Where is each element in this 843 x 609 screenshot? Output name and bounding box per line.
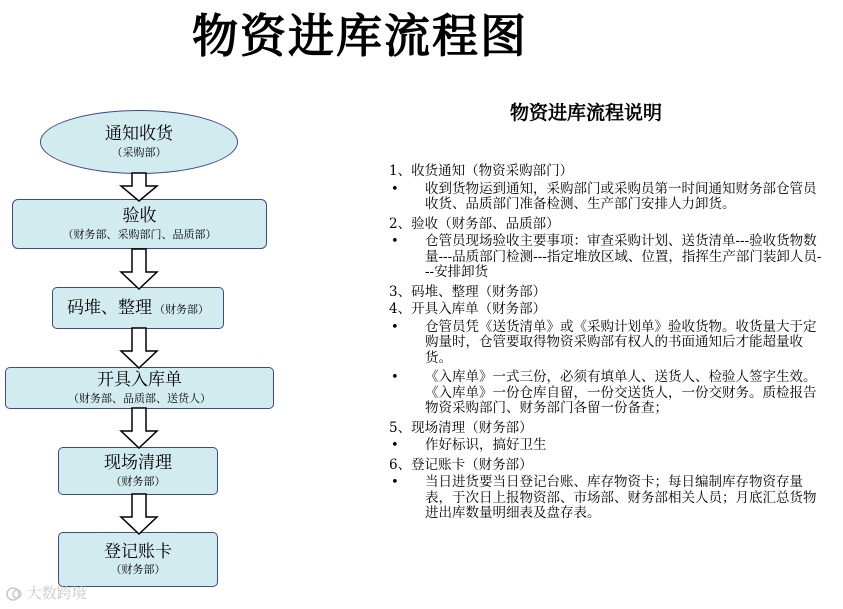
bullet-item bbox=[385, 182, 825, 213]
flow-node-label: 登记账卡 bbox=[104, 541, 172, 562]
section-heading: 5、现场清理（财务部） bbox=[389, 419, 533, 436]
explanation-section bbox=[385, 164, 825, 213]
watermark-text: 大数跨境 bbox=[26, 584, 87, 602]
flow-arrow-5 bbox=[118, 493, 160, 535]
bullet-text: 仓管员凭《送货清单》或《采购计划单》验收货物。收货量大于定购量时，仓管要取得物资采购部有权人的书面通知后才能超量收货。 bbox=[425, 318, 817, 366]
section-heading: 6、登记账卡（财务部） bbox=[389, 456, 533, 473]
flow-node-label: 现场清理 bbox=[104, 453, 172, 474]
flow-node-cleanup bbox=[58, 447, 218, 495]
flow-node-dept: （财务部、采购部门、品质部） bbox=[62, 227, 217, 241]
bullet-dot-icon: • bbox=[391, 319, 399, 335]
flow-node-label: 开具入库单 bbox=[97, 370, 182, 391]
watermark bbox=[6, 582, 87, 603]
bullet-text: 收到货物运到通知，采购部门或采购员第一时间通知财务部仓管员收货、品质部门准备检测、生产部门安排人力卸货。 bbox=[425, 180, 817, 212]
explanation-section bbox=[385, 421, 825, 454]
bullet-item bbox=[385, 370, 825, 417]
page-title: 物资进库流程图 bbox=[192, 9, 528, 63]
flow-arrow-4 bbox=[118, 407, 160, 449]
explanation-notes bbox=[385, 164, 825, 526]
flow-node-label: 验收 bbox=[122, 206, 157, 227]
flow-arrow-2 bbox=[118, 248, 160, 290]
bullet-item bbox=[385, 234, 825, 281]
flow-node-inspect bbox=[12, 199, 267, 249]
flow-node-receipt bbox=[5, 367, 274, 409]
flow-node-label: 通知收货 bbox=[105, 124, 173, 145]
explanation-title: 物资进库流程说明 bbox=[510, 102, 663, 124]
explanation-section bbox=[385, 458, 825, 522]
bullet-dot-icon: • bbox=[391, 475, 399, 490]
section-heading: 2、验收（财务部、品质部） bbox=[389, 215, 560, 232]
bullet-text: 作好标识，搞好卫生 bbox=[425, 437, 547, 453]
flow-arrow-1 bbox=[118, 172, 160, 202]
flow-arrow-3 bbox=[118, 327, 160, 369]
bullet-item bbox=[385, 438, 825, 454]
watermark-logo-icon bbox=[6, 587, 22, 601]
bullet-dot-icon: • bbox=[391, 181, 399, 197]
explanation-section bbox=[385, 217, 825, 281]
bullet-text: 仓管员现场验收主要事项：审查采购计划、送货清单---验收货物数量---品质部门检测---指定堆放区域、位置，指挥生产部门装卸人员---安排卸货 bbox=[425, 233, 822, 280]
flow-node-dept: （财务部、品质部、送货人） bbox=[68, 391, 211, 405]
bullet-item bbox=[385, 475, 825, 522]
section-heading: 4、开具入库单（财务部） bbox=[389, 301, 547, 317]
bullet-dot-icon: • bbox=[391, 438, 399, 453]
flow-node-dept: （财务部） bbox=[110, 474, 166, 488]
flow-node-dept: （采购部） bbox=[111, 145, 167, 159]
bullet-text: 《入库单》一式三份，必须有填单人、送货人、检验人签字生效。《入库单》一份仓库自留，一份交送货人，一份交财务。质检报告物资采购部门、财务部门各留一份备查； bbox=[425, 369, 817, 416]
bullet-dot-icon: • bbox=[391, 370, 399, 385]
flow-node-label: 码堆、整理 bbox=[67, 297, 152, 318]
section-heading: 1、收货通知（物资采购部门） bbox=[389, 163, 574, 179]
flow-node-receive-notice bbox=[40, 110, 238, 174]
flow-node-dept: （财务部） bbox=[110, 563, 166, 577]
flow-node-ledger bbox=[58, 532, 218, 587]
flow-node-dept: （财务部） bbox=[154, 302, 209, 316]
bullet-item bbox=[385, 320, 825, 367]
bullet-dot-icon: • bbox=[391, 234, 399, 249]
section-heading: 3、码堆、整理（财务部） bbox=[389, 283, 547, 300]
bullet-text: 当日进货要当日登记台账、库存物资卡；每日编制库存物资存量表，于次日上报物资部、市场部、财务部相关人员；月底汇总货物进出库数量明细表及盘存表。 bbox=[425, 474, 817, 521]
explanation-section bbox=[385, 285, 825, 301]
flow-node-stack bbox=[52, 287, 224, 329]
explanation-section bbox=[385, 302, 825, 417]
